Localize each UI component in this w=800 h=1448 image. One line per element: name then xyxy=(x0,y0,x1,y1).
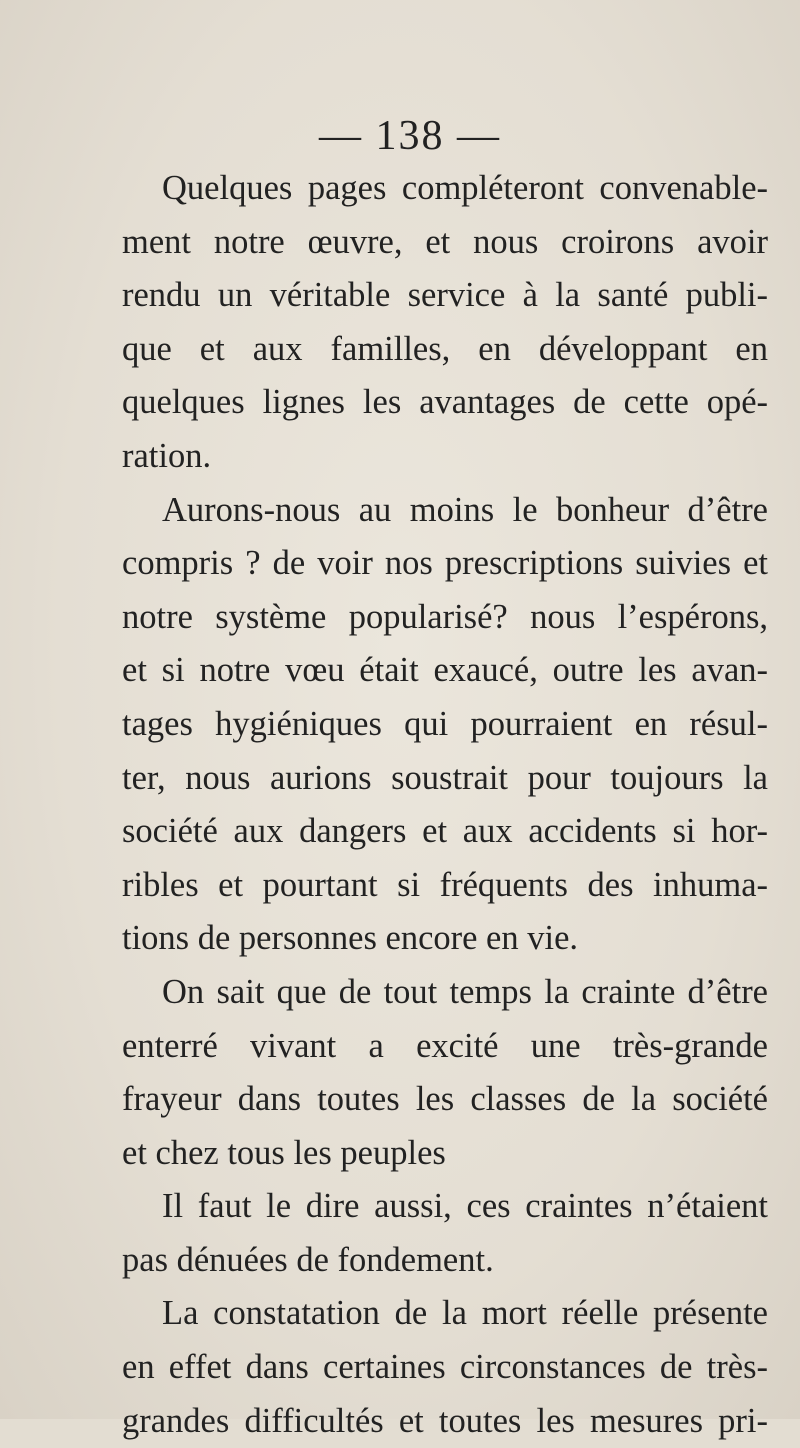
text-line: et si notre vœu était exaucé, outre les avan- xyxy=(122,651,768,690)
text-line: Quelques pages compléteront convenable- xyxy=(162,169,768,207)
text-line: quelques lignes les avantages de cette opé- xyxy=(122,383,768,422)
text-line: que et aux familles, en développant en xyxy=(122,329,768,368)
text-line: ter, nous aurions soustrait pour toujours la xyxy=(122,758,768,797)
text-line: en effet dans certaines circonstances de très- xyxy=(122,1348,768,1387)
text-line: La constatation de la mort réelle présente xyxy=(162,1294,768,1333)
text-line: rendu un véritable service à la santé publi- xyxy=(122,276,768,315)
body-text xyxy=(122,162,768,1448)
text-line: ment notre œuvre, et nous croirons avoir xyxy=(122,222,768,261)
text-line: société aux dangers et aux accidents si hor- xyxy=(122,812,768,851)
text-line: ribles et pourtant si fréquents des inhuma- xyxy=(122,865,768,904)
text-line: frayeur dans toutes les classes de la société xyxy=(122,1080,768,1119)
text-line: On sait que de tout temps la crainte d’être xyxy=(162,972,768,1011)
text-line: et chez tous les peuples xyxy=(122,1133,446,1172)
text-line: tages hygiéniques qui pourraient en résul- xyxy=(122,704,768,743)
page-number: — 138 — xyxy=(319,113,501,159)
text-line: Il faut le dire aussi, ces craintes n’étaient xyxy=(162,1187,768,1226)
text-line: tions de personnes encore en vie. xyxy=(122,919,579,958)
text-line: Aurons-nous au moins le bonheur d’être xyxy=(162,490,768,529)
text-line: compris ? de voir nos prescriptions suivies et xyxy=(122,544,768,583)
text-line: pas dénuées de fondement. xyxy=(122,1240,494,1279)
text-line: enterré vivant a excité une très-grande xyxy=(122,1026,768,1065)
text-line: grandes difficultés et toutes les mesures pri- xyxy=(122,1401,768,1440)
text-line: notre système popularisé? nous l’espérons, xyxy=(122,597,768,636)
text-line: ration. xyxy=(122,436,212,475)
